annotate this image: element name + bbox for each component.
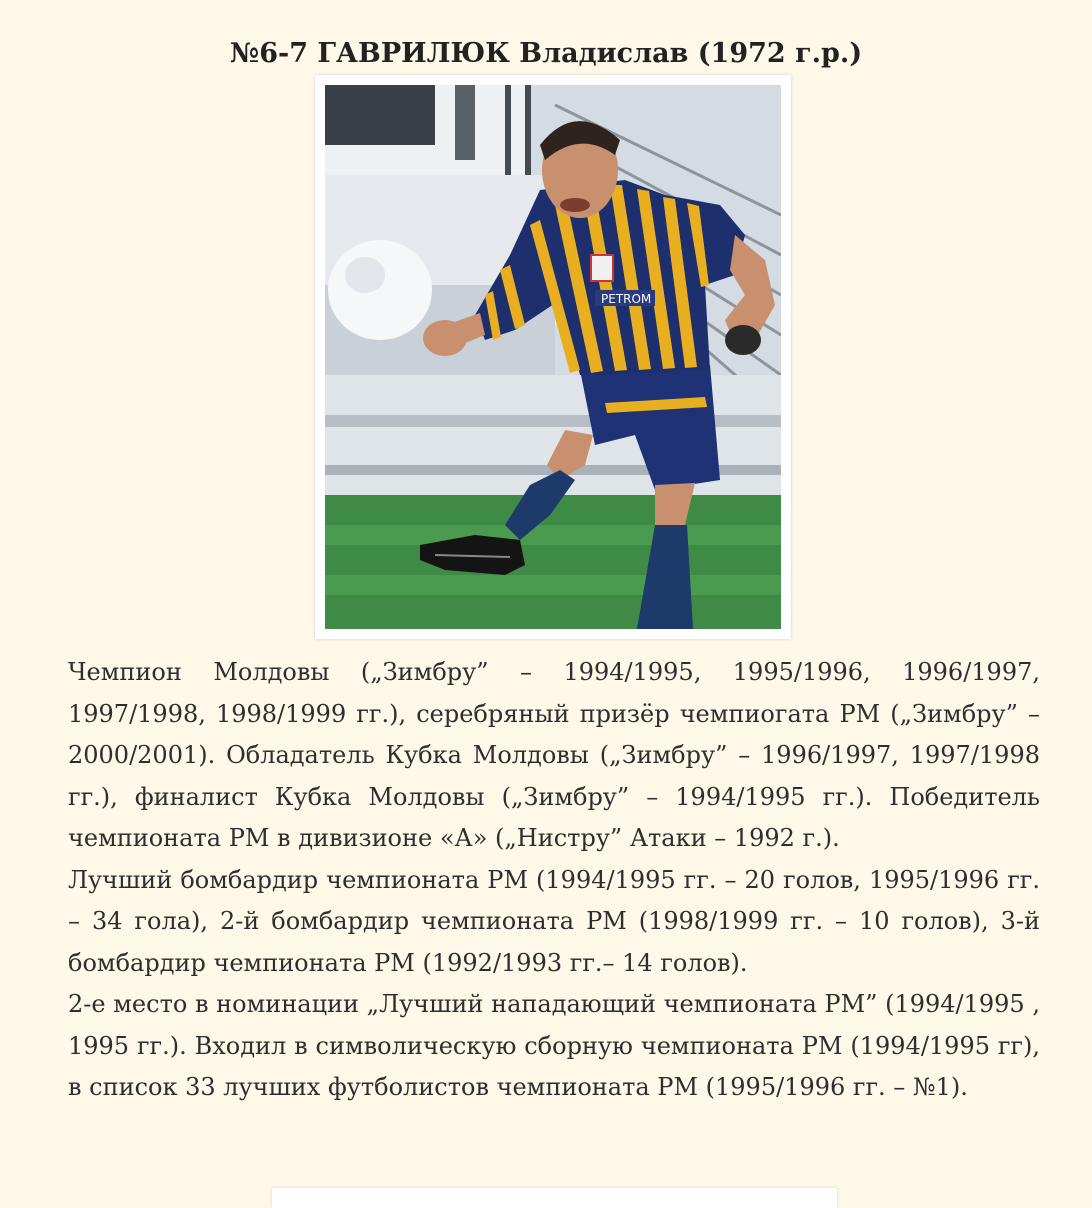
player-photo xyxy=(325,85,781,629)
paragraph-nominations: 2-е место в номинации „Лучший нападающий чемпионата РМ” (1994/1995 , 1995 гг.). Входил в символическую сборную чемпионата РМ (1994/1995 гг), в список 33 лучших футболистов чемпионата РМ (1995/1996 гг. – №1). xyxy=(68,990,1040,1101)
next-photo-frame xyxy=(272,1188,837,1208)
svg-text:PETROM: PETROM xyxy=(601,292,652,306)
page-title: №6-7 ГАВРИЛЮК Владислав (1972 г.р.) xyxy=(229,38,863,69)
article-body xyxy=(68,652,1040,1109)
paragraph-achievements: Чемпион Молдовы („Зимбру” – 1994/1995, 1995/1996, 1996/1997, 1997/1998, 1998/1999 гг.), серебряный призёр чемпиогата РМ („Зимбру” – 2000/2001). Обладатель Кубка Молдовы („Зимбру” – 1996/1997, 1997/1998 гг.), финалист Кубка Молдовы („Зимбру” – 1994/1995 гг.). Победитель чемпионата РМ в дивизионе «А» („Нистру” Атаки – 1992 г.). xyxy=(68,658,1040,852)
photo-frame xyxy=(315,75,791,639)
paragraph-top-scorer: Лучший бомбардир чемпионата РМ (1994/1995 гг. – 20 голов, 1995/1996 гг. – 34 гола), 2-й бомбардир чемпионата РМ (1998/1999 гг. – 10 голов), 3-й бомбардир чемпионата РМ (1992/1993 гг.– 14 голов). xyxy=(68,865,1040,977)
